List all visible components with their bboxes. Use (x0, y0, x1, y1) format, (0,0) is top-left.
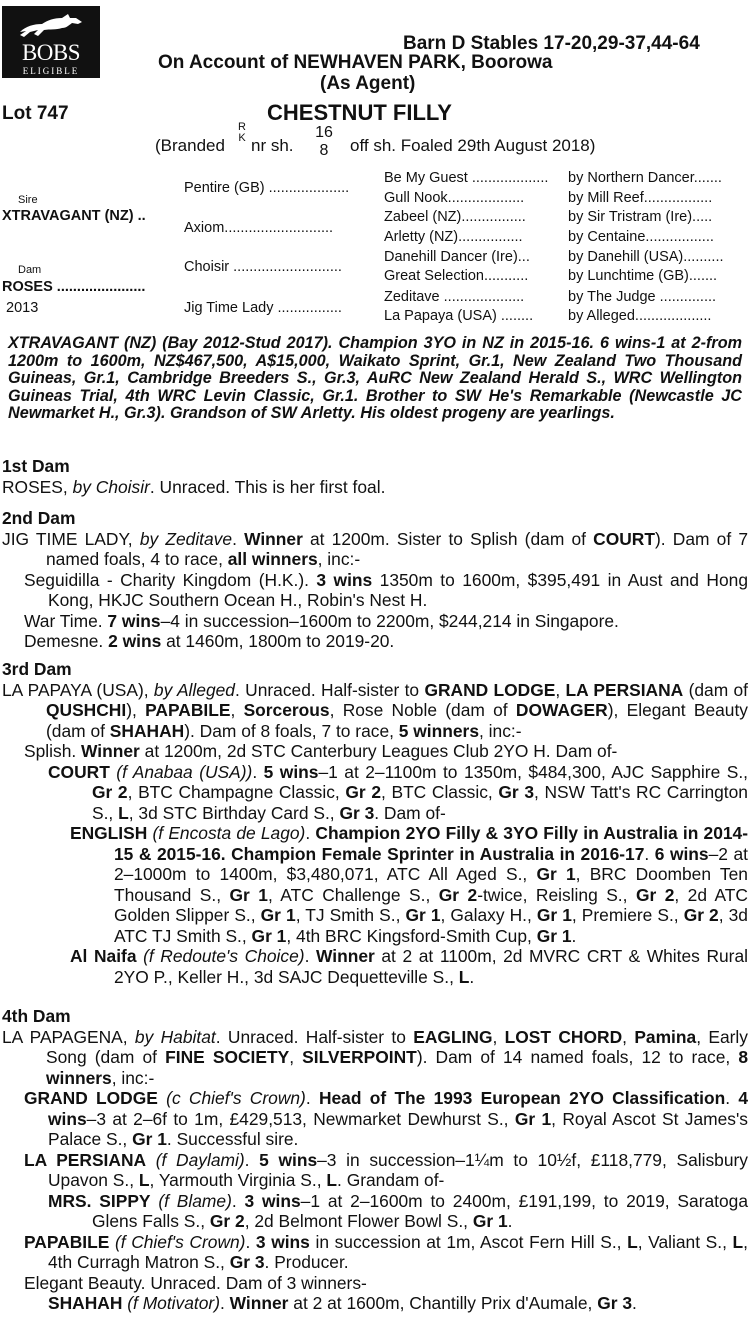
brand-fraction (313, 124, 335, 160)
ancestor-7-sire: by The Judge .............. (568, 289, 717, 305)
grandparent-2: Axiom........................... (184, 220, 334, 236)
brand-fraction-bottom: 8 (319, 142, 329, 159)
fourth-dam-section (2, 1006, 748, 1314)
ancestor-8-sire: by Alleged................... (568, 308, 712, 324)
second-dam-section (2, 508, 748, 652)
ancestor-3-sire: by Sir Tristram (Ire)..... (568, 209, 713, 225)
progeny-shahah: SHAHAH (f Motivator). Winner at 2 at 1600m, Chantilly Prix d'Aumale, Gr 3. (48, 1293, 637, 1313)
brand-prefix: (Branded (155, 136, 225, 155)
dam-label: Dam (18, 264, 42, 276)
ancestor-8: La Papaya (USA) ........ (384, 308, 534, 324)
fourth-dam-entry: LA PAPAGENA, by Habitat. Unraced. Half-sister to EAGLING, LOST CHORD, Pamina, Early Song (dam of FINE SOCIETY, SILVERPOINT). Dam of 14 named foals, 12 to race, 8 winners, inc:- (2, 1026, 748, 1088)
dam-year: 2013 (6, 300, 39, 316)
ancestor-1: Be My Guest ................... (384, 170, 549, 186)
first-dam-heading: 1st Dam (2, 456, 70, 476)
lot-number: Lot 747 (2, 103, 69, 124)
grandparent-4: Jig Time Lady ................ (184, 300, 342, 316)
vendor-line: On Account of NEWHAVEN PARK, Boorowa (158, 52, 553, 73)
sire-label: Sire (18, 194, 38, 206)
progeny-papabile: PAPABILE (f Chief's Crown). 3 wins in succession at 1m, Ascot Fern Hill S., L, Valiant S., L, 4th Curragh Matron S., Gr 3. Producer. (24, 1231, 748, 1272)
barn-location: Barn D Stables 17-20,29-37,44-64 (403, 33, 700, 54)
progeny-elegant-beauty: Elegant Beauty. Unraced. Dam of 3 winners- (24, 1272, 367, 1293)
progeny-war-time: War Time. 7 wins–4 in succession–1600m to 2200m, $244,214 in Singapore. (24, 610, 619, 631)
brand-mark-bottom: K (238, 132, 246, 144)
third-dam-heading: 3rd Dam (2, 659, 72, 679)
ancestor-6: Great Selection........... (384, 268, 529, 284)
progeny-seguidilla: Seguidilla - Charity Kingdom (H.K.). 3 wins 1350m to 1600m, $395,491 in Aust and Hong Kong, HKJC Southern Ocean H., Robin's Nest H. (24, 569, 748, 610)
brand-near-side: nr sh. (251, 136, 294, 155)
ancestor-1-sire: by Northern Dancer....... (568, 170, 722, 186)
first-dam-name: ROSES, (2, 476, 68, 497)
ancestor-5-sire: by Danehill (USA).......... (568, 249, 724, 265)
third-dam-section (2, 659, 748, 987)
progeny-splish: Splish. Winner at 1200m, 2d STC Canterbury Leagues Club 2YO H. Dam of- (24, 741, 618, 761)
ancestor-4: Arletty (NZ)................ (384, 229, 523, 245)
grandparent-1: Pentire (GB) .................... (184, 180, 350, 196)
first-dam-sire: by Choisir (72, 476, 150, 497)
progeny-demesne: Demesne. 2 wins at 1460m, 1800m to 2019-20. (24, 631, 395, 651)
bobs-eligible-logo (2, 6, 100, 78)
ancestor-2: Gull Nook................... (384, 190, 525, 206)
first-dam-text (2, 477, 748, 498)
first-dam-details: . Unraced. This is her first foal. (149, 476, 386, 497)
logo-subtext: ELIGIBLE (22, 66, 80, 76)
second-dam-entry: JIG TIME LADY, by Zeditave. Winner at 1200m. Sister to Splish (dam of COURT). Dam of 7 named foals, 4 to race, all winners, inc:- (2, 528, 749, 569)
fourth-dam-heading: 4th Dam (2, 1006, 71, 1026)
progeny-court: COURT (f Anabaa (USA)). 5 wins–1 at 2–1100m to 1350m, $484,300, AJC Sapphire S., Gr 2, BTC Champagne Classic, Gr 2, BTC Classic, Gr 3, NSW Tatt's RC Carrington S., L, 3d STC Birthday Card S., Gr 3. Dam of- (48, 761, 748, 823)
horse-icon (16, 12, 88, 38)
brand-suffix: off sh. Foaled 29th August 2018) (350, 136, 596, 155)
third-dam-entry: LA PAPAYA (USA), by Alleged. Unraced. Half-sister to GRAND LODGE, LA PERSIANA (dam of QUSHCHI), PAPABILE, Sorcerous, Rose Noble (dam of DOWAGER), Elegant Beauty (dam of SHAHAH). Dam of 8 foals, 7 to race, 5 winners, inc:- (2, 679, 749, 741)
brand-mark-top: R (238, 121, 246, 133)
grandparent-3: Choisir ........................... (184, 259, 342, 275)
progeny-al-naifa: Al Naifa (f Redoute's Choice). Winner at 2 at 1100m, 2d MVRC CRT & Whites Rural 2YO P., Keller H., 3d SAJC Dequetteville S., L. (70, 946, 749, 987)
ancestor-6-sire: by Lunchtime (GB)....... (568, 268, 718, 284)
ancestor-7: Zeditave .................... (384, 289, 525, 305)
brand-mark (235, 122, 249, 144)
logo-text: BOBS (21, 40, 81, 65)
ancestor-4-sire: by Centaine................. (568, 229, 714, 245)
progeny-mrs-sippy: MRS. SIPPY (f Blame). 3 wins–1 at 2–1600m to 2400m, £191,199, to 2019, Saratoga Glens Falls S., Gr 2, 2d Belmont Flower Bowl S., Gr 1. (48, 1190, 749, 1231)
second-dam-heading: 2nd Dam (2, 508, 76, 528)
progeny-english: ENGLISH (f Encosta de Lago). Champion 2YO Filly & 3YO Filly in Australia in 2014-15 & 2015-16. Champion Female Sprinter in Australia in 2016-17. 6 wins–2 at 2–1000m to 1400m, $3,480,071, ATC All Aged S., Gr 1, BRC Doomben Ten Thousand S., Gr 1, ATC Challenge S., Gr 2-twice, Reisling S., Gr 2, 2d ATC Golden Slipper S., Gr 1, TJ Smith S., Gr 1, Galaxy H., Gr 1, Premiere S., Gr 2, 3d ATC TJ Smith S., Gr 1, 4th BRC Kingsford-Smith Cup, Gr 1. (70, 823, 749, 946)
progeny-grand-lodge: GRAND LODGE (c Chief's Crown). Head of The 1993 European 2YO Classification. 4 wins–3 at 2–6f to 1m, £429,513, Newmarket Dewhurst S., Gr 1, Royal Ascot St James's Palace S., Gr 1. Successful sire. (24, 1088, 748, 1149)
ancestor-2-sire: by Mill Reef................. (568, 190, 713, 206)
progeny-la-persiana: LA PERSIANA (f Daylami). 5 wins–3 in succession–1¼m to 10½f, £118,779, Salisbury Upavon S., L, Yarmouth Virginia S., L. Grandam of- (24, 1149, 748, 1190)
dam-name: ROSES ...................... (2, 279, 146, 295)
agent-line: (As Agent) (320, 73, 416, 94)
sire-description: XTRAVAGANT (NZ) (Bay 2012-Stud 2017). Champion 3YO in NZ in 2015-16. 6 wins-1 at 2-from 1200m to 1600m, NZ$467,500, A$15,000, Waikato Sprint, Gr.1, New Zealand Two Thousand Guineas, Gr.1, Cambridge Breeders S., Gr.3, AuRC New Zealand Herald S., WRC Wellington Guineas Trial, 4th WRC Levin Classic, Gr.1. Brother to SW He's Remarkable (Newcastle JC Newmarket H., Gr.3). Grandson of SW Arletty. His oldest progeny are yearlings. (8, 334, 742, 422)
ancestor-5: Danehill Dancer (Ire)... (384, 249, 530, 265)
lot-title: CHESTNUT FILLY (267, 100, 452, 125)
brand-fraction-top: 16 (315, 124, 333, 141)
sire-name: XTRAVAGANT (NZ) .. (2, 208, 146, 224)
ancestor-3: Zabeel (NZ)................ (384, 209, 526, 225)
first-dam-section (2, 456, 748, 497)
